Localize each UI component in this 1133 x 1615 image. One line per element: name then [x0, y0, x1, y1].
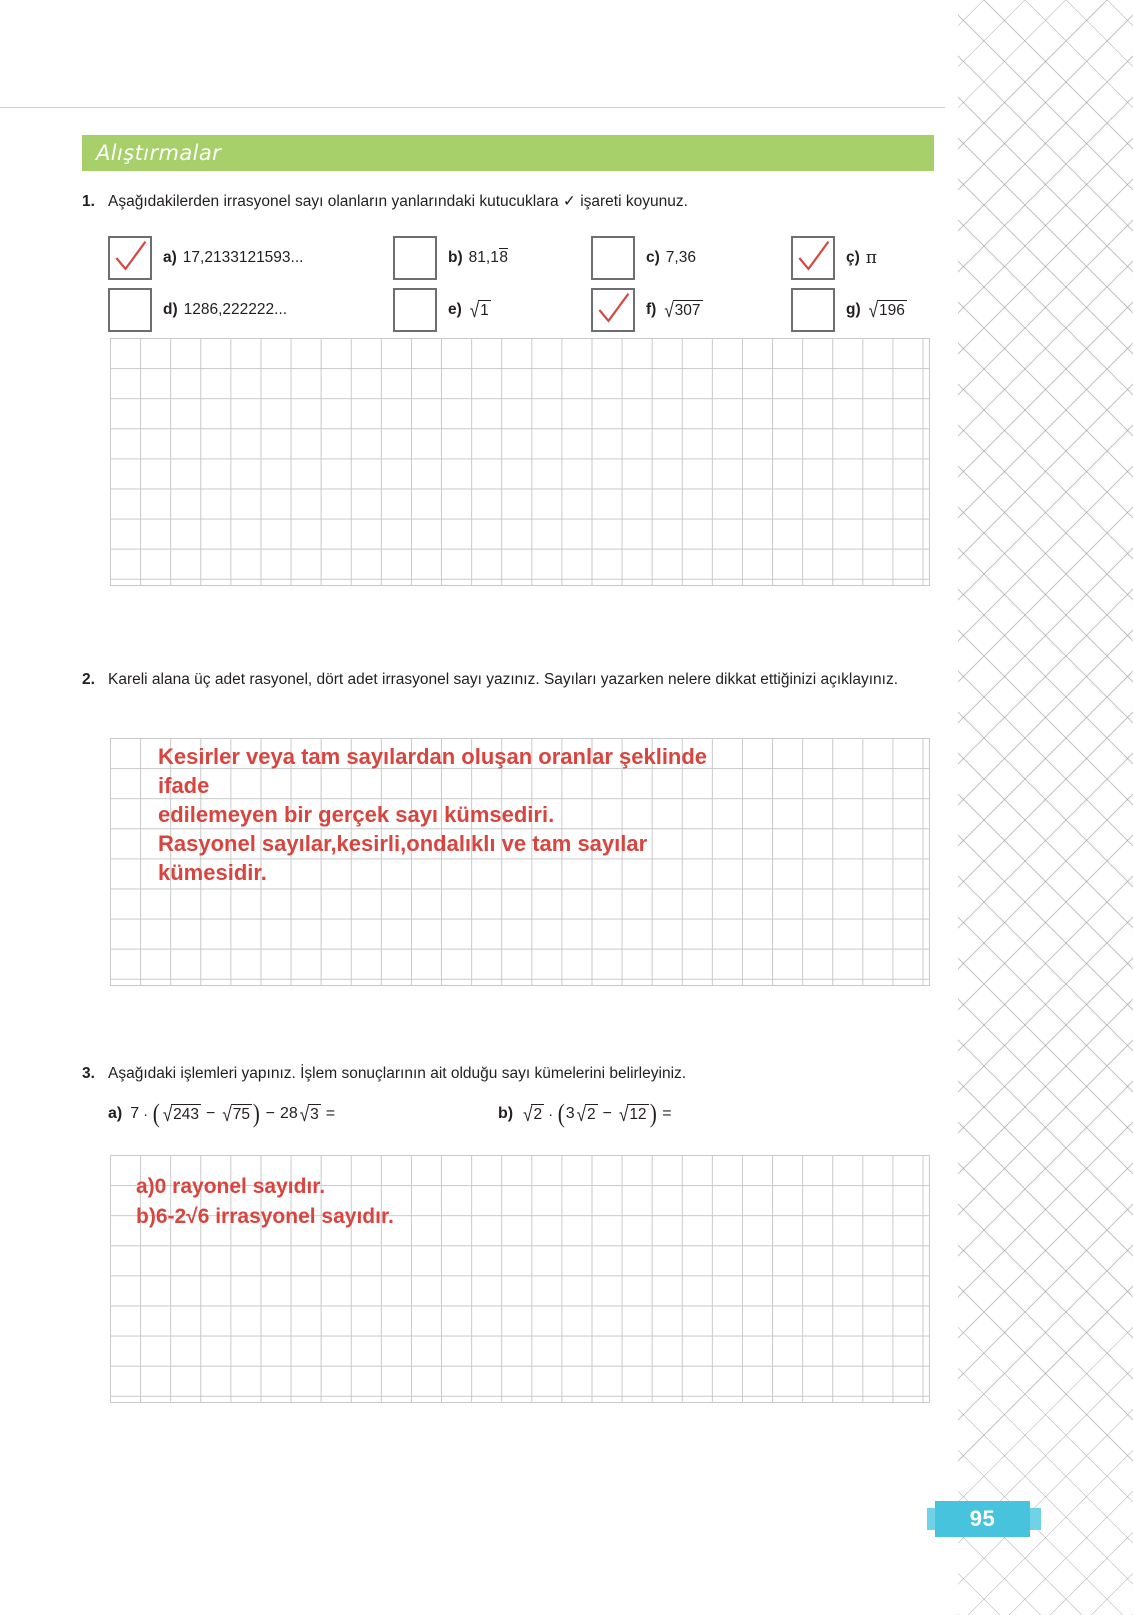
- answer-grid-1[interactable]: [110, 338, 930, 586]
- question-2-text: Kareli alana üç adet rasyonel, dört adet irrasyonel sayı yazınız. Sayıları yazarken nelere dikkat ettiğinizi açıklayınız.: [108, 671, 899, 688]
- option-g-label: [846, 300, 907, 320]
- formula-b-expression: √ 2 · ( 3 √ 2 − √ 12 ) =: [523, 1099, 672, 1128]
- option-b-label: [448, 249, 508, 267]
- check-mark-icon: [110, 238, 150, 278]
- checkbox-a[interactable]: [108, 236, 152, 280]
- answer-line: a)0 rayonel sayıdır.: [136, 1175, 326, 1198]
- radical-75: √ 75: [222, 1103, 250, 1126]
- checkbox-f[interactable]: [591, 288, 635, 332]
- option-b[interactable]: [393, 236, 591, 280]
- option-f-label: [646, 300, 703, 320]
- question-1-text: Aşağıdakilerden irrasyonel sayı olanların yanlarındaki kutucuklara ✓ işareti koyunuz.: [108, 193, 688, 210]
- answer-line: ifade: [158, 773, 210, 798]
- question-2-number: 2.: [82, 671, 95, 688]
- question-1-options: [108, 232, 938, 336]
- question-3: [82, 1062, 952, 1086]
- radical-e: [470, 300, 491, 320]
- option-a-label: [163, 249, 303, 267]
- checkbox-c-cedilla[interactable]: [791, 236, 835, 280]
- option-c-letter: c): [646, 249, 660, 266]
- formula-a-letter: a): [108, 1105, 123, 1123]
- check-mark-icon: [593, 290, 633, 330]
- radical-3: √ 3: [299, 1103, 319, 1126]
- formula-a: [108, 1099, 498, 1128]
- option-b-letter: b): [448, 249, 463, 266]
- checkbox-b[interactable]: [393, 236, 437, 280]
- option-e-label: [448, 300, 491, 320]
- option-a[interactable]: [108, 236, 393, 280]
- question-3-answer: [136, 1172, 736, 1232]
- option-d-value: 1286,222222...: [183, 301, 288, 318]
- checkbox-c[interactable]: [591, 236, 635, 280]
- option-g[interactable]: [791, 288, 931, 332]
- option-f[interactable]: [591, 288, 791, 332]
- answer-line: Kesirler veya tam sayılardan oluşan oranlar şeklinde: [158, 744, 708, 769]
- question-2: [82, 668, 944, 692]
- repeating-decimal-overline: 8: [499, 249, 508, 266]
- option-c-value: 7,36: [665, 249, 696, 266]
- checkbox-e[interactable]: [393, 288, 437, 332]
- option-c-label: [646, 249, 696, 267]
- check-mark-icon: [793, 238, 833, 278]
- option-g-value: 196: [878, 302, 905, 319]
- checkbox-g[interactable]: [791, 288, 835, 332]
- radical-f: [664, 300, 702, 320]
- option-row-2: [108, 284, 938, 336]
- option-c[interactable]: [591, 236, 791, 280]
- option-e-letter: e): [448, 301, 462, 318]
- option-f-letter: f): [646, 301, 657, 318]
- radical-sign-icon: √: [664, 299, 674, 322]
- question-2-answer: [158, 742, 858, 882]
- option-g-letter: g): [846, 301, 861, 318]
- pi-symbol: π: [865, 248, 877, 268]
- radical-12: √ 12: [618, 1103, 647, 1126]
- radical-g: [869, 300, 907, 320]
- formula-a-expression: 7 · ( √ 243 − √ 75 ) − 28 √ 3 =: [130, 1099, 336, 1128]
- radical-2b: √ 2: [576, 1103, 596, 1126]
- checkbox-d[interactable]: [108, 288, 152, 332]
- formula-b-letter: b): [498, 1105, 514, 1123]
- question-3-formulas: [108, 1099, 938, 1128]
- answer-line: edilemeyen bir gerçek sayı kümsediri.: [158, 802, 555, 827]
- top-divider-rule: [0, 107, 945, 108]
- question-3-text: Aşağıdaki işlemleri yapınız. İşlem sonuçlarının ait olduğu sayı kümelerini belirleyiniz.: [108, 1065, 687, 1082]
- decorative-diamond-pattern: [958, 0, 1133, 1615]
- option-row-1: [108, 232, 938, 284]
- radical-sign-icon: √: [469, 299, 480, 322]
- answer-line: b)6-2√6 irrasyonel sayıdır.: [136, 1205, 394, 1228]
- answer-line: Rasyonel sayılar,kesirli,ondalıklı ve tam sayılar: [158, 831, 648, 856]
- radical-243: √ 243: [162, 1103, 200, 1126]
- page-number: 95: [969, 1506, 996, 1531]
- page-banner-right-tail: [1029, 1508, 1041, 1530]
- option-c-cedilla[interactable]: [791, 236, 931, 280]
- option-c-cedilla-letter: ç): [846, 249, 860, 266]
- option-c-cedilla-label: [846, 248, 877, 268]
- option-e[interactable]: [393, 288, 591, 332]
- option-d[interactable]: [108, 288, 393, 332]
- option-e-value: 1: [480, 302, 489, 319]
- answer-line: kümesidir.: [158, 860, 267, 882]
- page-number-banner: [935, 1501, 1030, 1537]
- option-a-value: 17,2133121593...: [182, 249, 304, 266]
- option-b-value: 81,18: [468, 249, 508, 266]
- section-header: [82, 135, 934, 171]
- option-d-label: [163, 301, 287, 319]
- option-a-letter: a): [163, 249, 177, 266]
- radical-sign-icon: √: [868, 299, 878, 322]
- section-title: Alıştırmalar: [96, 141, 222, 165]
- radical-2: √ 2: [523, 1103, 543, 1126]
- question-3-number: 3.: [82, 1065, 95, 1082]
- option-d-letter: d): [163, 301, 178, 318]
- question-1-number: 1.: [82, 193, 95, 210]
- question-1: [82, 190, 942, 214]
- option-f-value: 307: [674, 302, 701, 319]
- formula-b: [498, 1099, 677, 1128]
